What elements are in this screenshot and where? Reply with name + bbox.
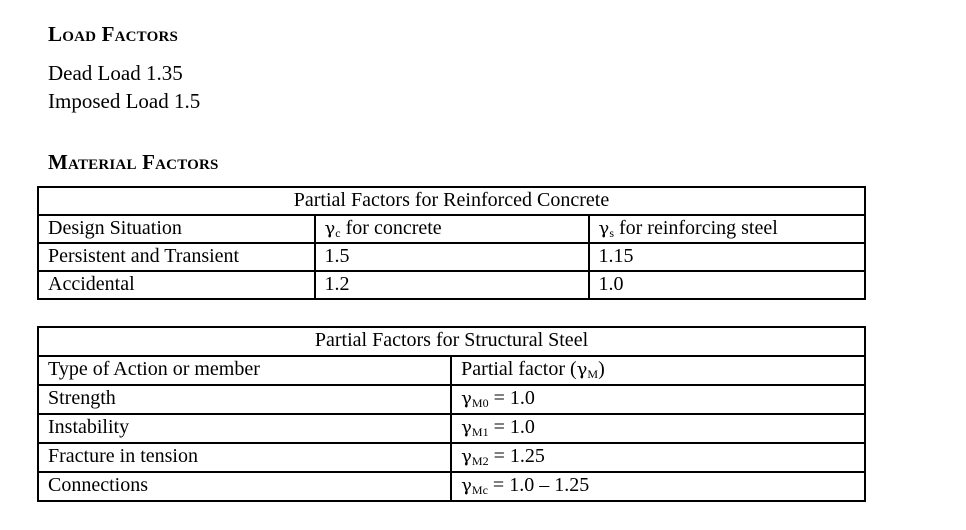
gamma-symbol: γ: [461, 475, 472, 496]
table-row: [38, 243, 865, 271]
factor-value: = 1.0 – 1.25: [487, 474, 590, 496]
table-row: [38, 414, 865, 443]
action-cell: Fracture in tension: [38, 443, 451, 472]
table-title-row: [38, 187, 865, 215]
action-cell: Instability: [38, 414, 451, 443]
gamma-subscript: c: [335, 226, 341, 240]
factor-value: = 1.0: [488, 416, 535, 438]
gamma-symbol: γ: [598, 218, 610, 239]
header-label: for concrete: [340, 217, 442, 239]
steel-factor-cell: 1.0: [589, 271, 865, 299]
table-row: [38, 472, 865, 501]
gamma-subscript: M2: [471, 454, 489, 468]
factor-cell: [451, 472, 865, 501]
action-cell: Connections: [38, 472, 451, 501]
gamma-subscript: M: [587, 367, 599, 381]
table-header-row: [38, 356, 865, 385]
table-row: [38, 271, 865, 299]
factor-cell: [451, 385, 865, 414]
header-label: Partial factor (: [461, 358, 577, 380]
material-factors-heading: Material Factors: [48, 150, 219, 174]
gamma-subscript: M0: [471, 396, 489, 410]
gamma-subscript: s: [609, 226, 614, 240]
concrete-partial-factors-table: [37, 186, 866, 300]
gamma-symbol: γ: [461, 388, 472, 409]
action-type-header: Type of Action or member: [38, 356, 451, 385]
situation-cell: Persistent and Transient: [38, 243, 315, 271]
partial-factor-header: [451, 356, 865, 385]
header-label: ): [598, 358, 605, 380]
situation-cell: Accidental: [38, 271, 315, 299]
concrete-factor-cell: 1.2: [315, 271, 589, 299]
steel-factor-cell: 1.15: [589, 243, 865, 271]
imposed-load-text: Imposed Load 1.5: [48, 89, 201, 113]
gamma-subscript: Mc: [471, 483, 488, 497]
dead-load-text: Dead Load 1.35: [48, 61, 183, 85]
factor-value: = 1.25: [488, 445, 545, 467]
gamma-symbol: γ: [461, 417, 472, 438]
table-row: [38, 385, 865, 414]
table-row: [38, 443, 865, 472]
table-header-row: [38, 215, 865, 243]
concrete-table-title: Partial Factors for Reinforced Concrete: [38, 187, 865, 215]
steel-table-title: Partial Factors for Structural Steel: [38, 327, 865, 356]
factor-cell: [451, 414, 865, 443]
gamma-symbol: γ: [461, 446, 472, 467]
header-label: for reinforcing steel: [613, 217, 778, 239]
gamma-subscript: M1: [471, 425, 489, 439]
factor-cell: [451, 443, 865, 472]
gamma-s-header: [589, 215, 865, 243]
factor-value: = 1.0: [488, 387, 535, 409]
design-situation-header: Design Situation: [38, 215, 315, 243]
gamma-symbol: γ: [576, 359, 588, 380]
concrete-factor-cell: 1.5: [315, 243, 589, 271]
load-factors-heading: Load Factors: [48, 22, 179, 46]
structural-steel-partial-factors-table: [37, 326, 866, 502]
gamma-c-header: [315, 215, 589, 243]
gamma-symbol: γ: [324, 218, 336, 239]
table-title-row: [38, 327, 865, 356]
action-cell: Strength: [38, 385, 451, 414]
